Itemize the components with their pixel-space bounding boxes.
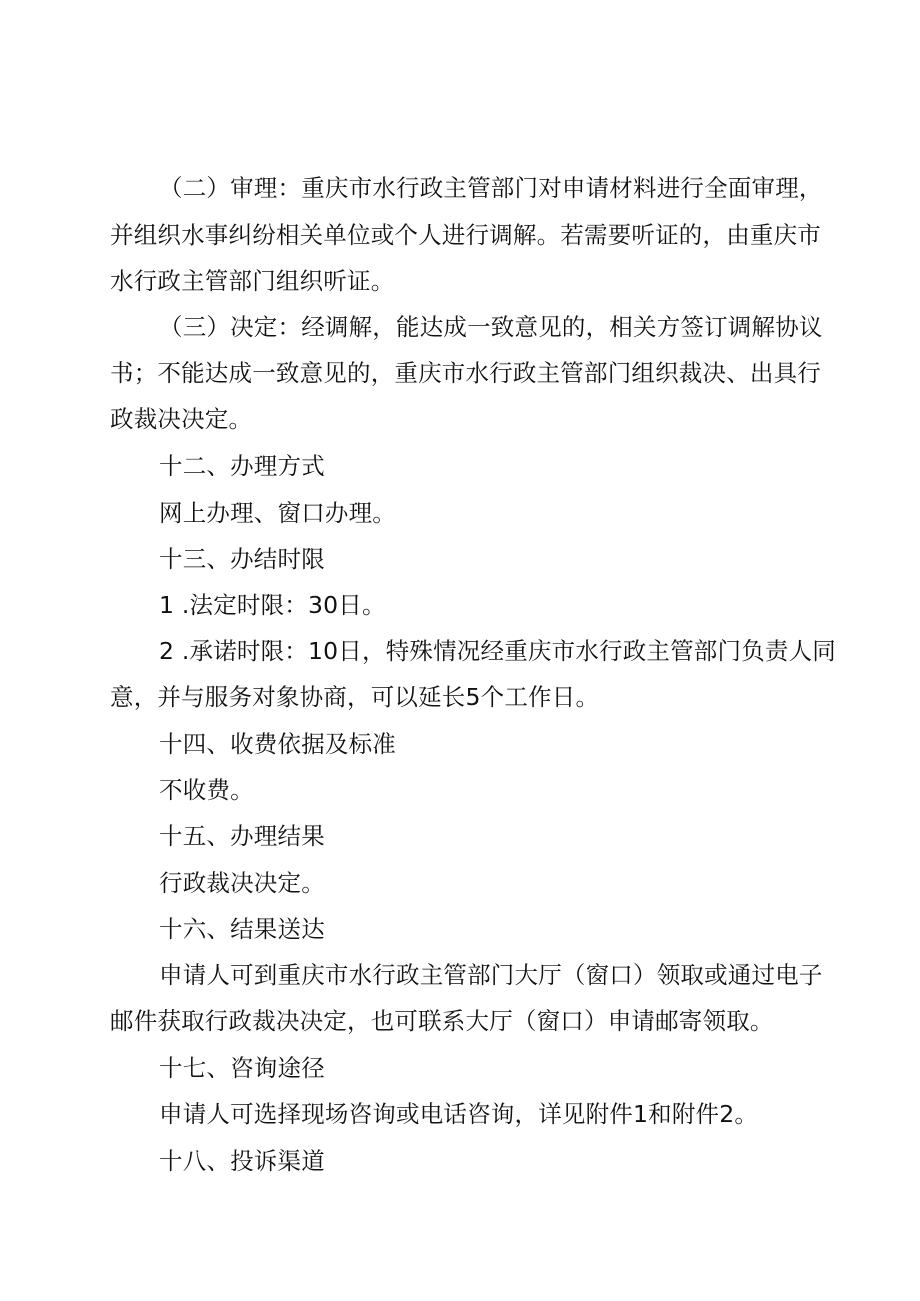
section-heading-14: 十四、收费依据及标准	[159, 730, 396, 758]
list-item-legal-limit: 1 .法定时限：30日。	[159, 591, 386, 619]
list-item-promised-limit-line-1: 2 .承诺时限：10日，特殊情况经重庆市水行政主管部门负责人同	[159, 637, 836, 665]
paragraph-decision-line-3: 政裁决决定。	[110, 405, 253, 433]
paragraph-decision-line-2: 书；不能达成一致意见的，重庆市水行政主管部门组织裁决、出具行	[110, 359, 821, 387]
paragraph-fee: 不收费。	[159, 776, 254, 804]
paragraph-review-line-2: 并组织水事纠纷相关单位或个人进行调解。若需要听证的，由重庆市	[110, 221, 821, 249]
paragraph-review-line-1: （二）审理：重庆市水行政主管部门对申请材料进行全面审理，	[159, 174, 823, 202]
paragraph-method: 网上办理、窗口办理。	[159, 499, 396, 527]
paragraph-delivery-line-2: 邮件获取行政裁决决定，也可联系大厅（窗口）申请邮寄领取。	[110, 1007, 774, 1035]
section-heading-17: 十七、咨询途径	[159, 1054, 325, 1082]
section-heading-13: 十三、办结时限	[159, 545, 325, 573]
paragraph-decision-line-1: （三）决定：经调解，能达成一致意见的，相关方签订调解协议	[159, 313, 823, 341]
paragraph-delivery-line-1: 申请人可到重庆市水行政主管部门大厅（窗口）领取或通过电子	[159, 961, 823, 989]
paragraph-consult: 申请人可选择现场咨询或电话咨询，详见附件1和附件2。	[159, 1100, 759, 1128]
paragraph-review-line-3: 水行政主管部门组织听证。	[110, 267, 395, 295]
section-heading-16: 十六、结果送达	[159, 915, 325, 943]
section-heading-12: 十二、办理方式	[159, 452, 325, 480]
section-heading-18: 十八、投诉渠道	[159, 1147, 325, 1175]
paragraph-result: 行政裁决决定。	[159, 869, 325, 897]
list-item-promised-limit-line-2: 意，并与服务对象协商，可以延长5个工作日。	[110, 683, 600, 711]
section-heading-15: 十五、办理结果	[159, 822, 325, 850]
